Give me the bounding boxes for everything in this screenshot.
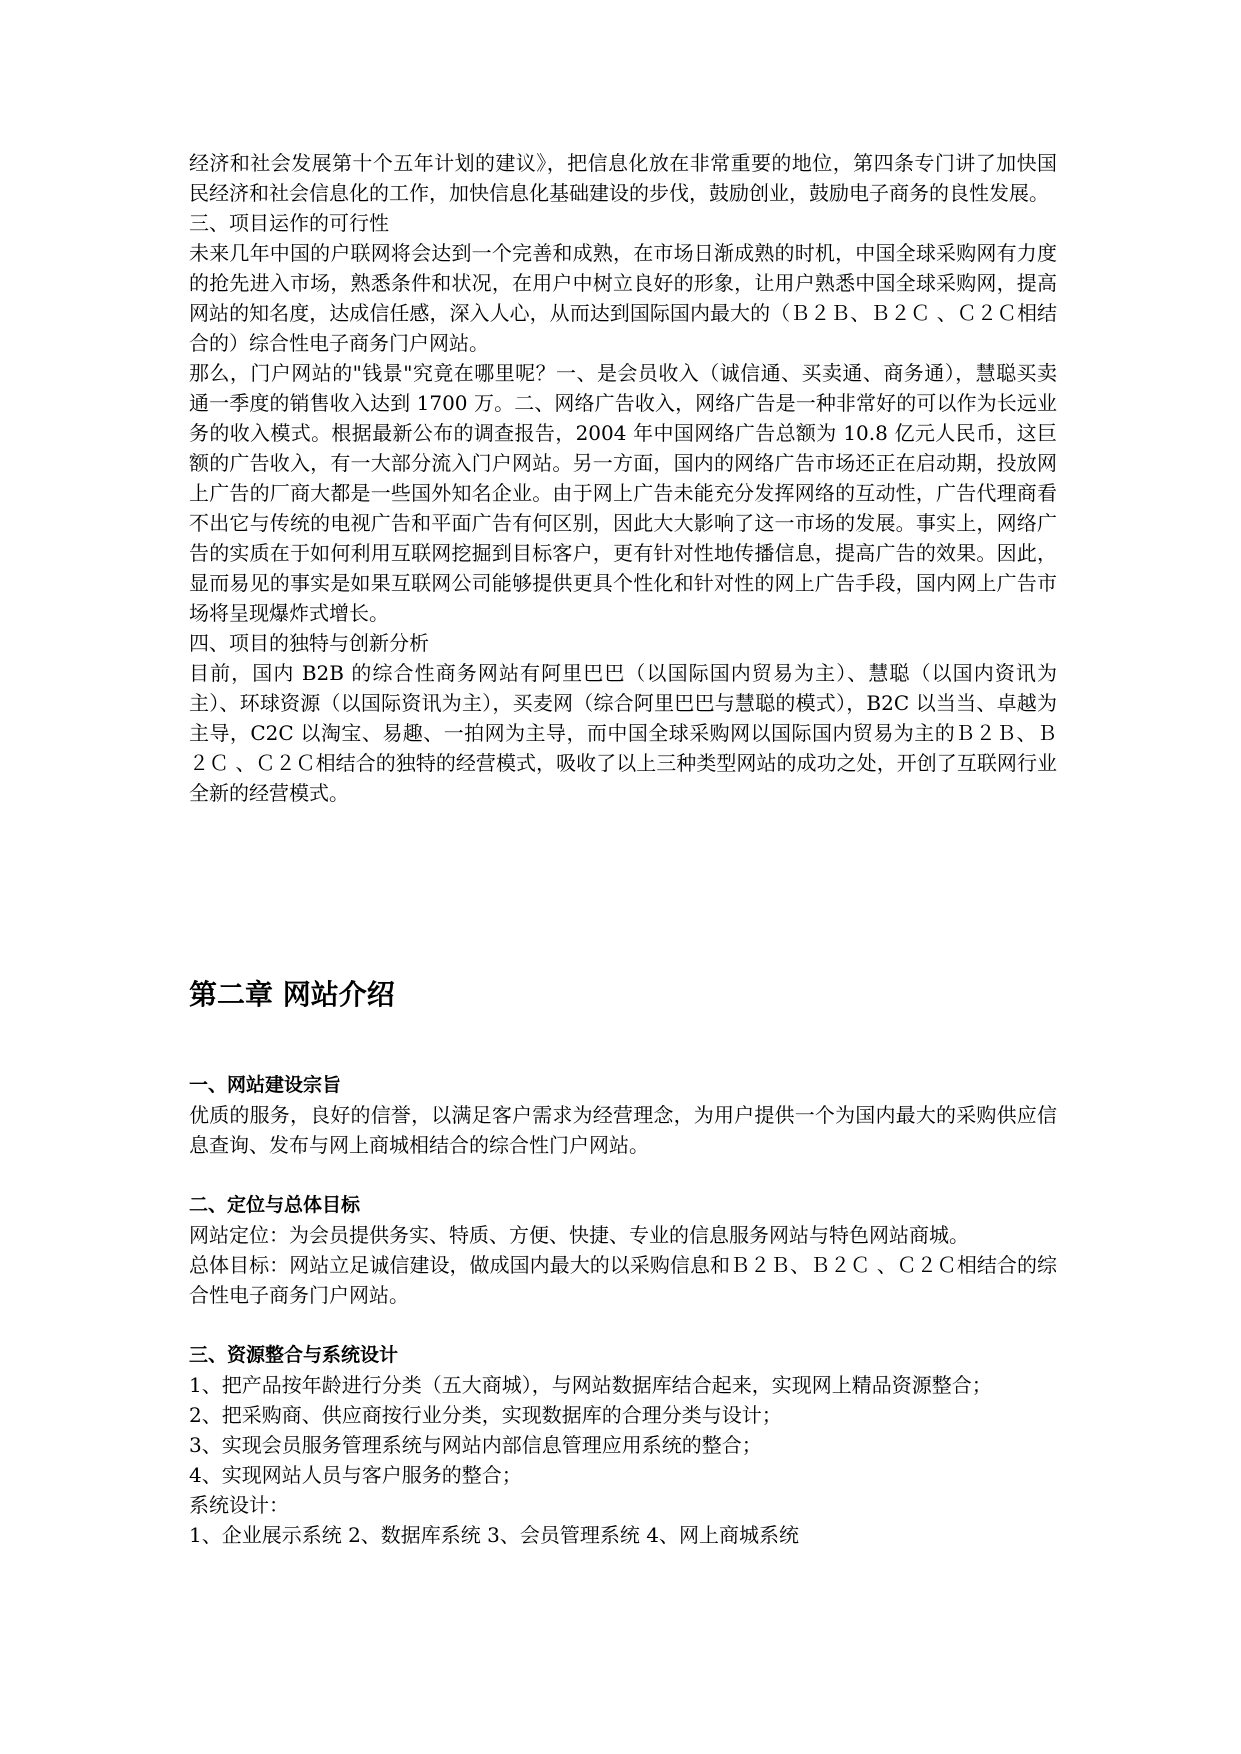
chapter-title: 第二章 网站介绍 bbox=[189, 978, 395, 1011]
list-item: 系统设计： bbox=[189, 1493, 289, 1517]
section-heading: 一、网站建设宗旨 bbox=[189, 1074, 342, 1096]
section-resources bbox=[189, 1340, 1057, 1550]
section-text: 网站定位：为会员提供务实、特质、方便、快捷、专业的信息服务网站与特色网站商城。 bbox=[189, 1223, 969, 1247]
section-heading: 二、定位与总体目标 bbox=[189, 1194, 361, 1216]
intro-paragraph-4: 目前，国内 B2B 的综合性商务网站有阿里巴巴（以国际国内贸易为主）、慧聪（以国内资讯为主）、环球资源（以国际资讯为主），买麦网（综合阿里巴巴与慧聪的模式），B2C 以当当、卓越为主导，C2C 以淘宝、易趣、一拍网为主导，而中国全球采购网以国际国内贸易为主的Ｂ２Ｂ、Ｂ２Ｃ 、Ｃ２Ｃ相结合的独特的经营模式，吸收了以上三种类型网站的成功之处，开创了互联网行业全新的经营模式。 bbox=[189, 661, 1057, 805]
section-heading: 三、资源整合与系统设计 bbox=[189, 1344, 399, 1366]
list-item: 3、实现会员服务管理系统与网站内部信息管理应用系统的整合； bbox=[189, 1433, 762, 1457]
section-purpose bbox=[189, 1070, 1057, 1160]
document-page bbox=[189, 0, 1057, 1754]
intro-paragraph-1: 经济和社会发展第十个五年计划的建议》，把信息化放在非常重要的地位，第四条专门讲了加快国民经济和社会信息化的工作，加快信息化基础建设的步伐，鼓励创业，鼓励电子商务的良性发展。 bbox=[189, 151, 1057, 205]
list-item: 4、实现网站人员与客户服务的整合； bbox=[189, 1463, 522, 1487]
intro-paragraph-3: 那么，门户网站的"钱景"究竟在哪里呢？一、是会员收入（诚信通、买卖通、商务通），慧聪买卖通一季度的销售收入达到 1700 万。二、网络广告收入，网络广告是一种非常好的可以作为长远业务的收入模式。根据最新公布的调查报告，2004 年中国网络广告总额为 10.8 亿元人民币，这巨额的广告收入，有一大部分流入门户网站。另一方面，国内的网络广告市场还正在启动期，投放网上广告的厂商大都是一些国外知名企业。由于网上广告未能充分发挥网络的互动性，广告代理商看不出它与传统的电视广告和平面广告有何区别，因此大大影响了这一市场的发展。事实上，网络广告的实质在于如何利用互联网挖掘到目标客户，更有针对性地传播信息，提高广告的效果。因此，显而易见的事实是如果互联网公司能够提供更具个性化和针对性的网上广告手段，国内网上广告市场将呈现爆炸式增长。 bbox=[189, 361, 1057, 625]
list-item: 1、把产品按年龄进行分类（五大商城），与网站数据库结合起来，实现网上精品资源整合； bbox=[189, 1373, 992, 1397]
intro-block bbox=[189, 148, 1057, 808]
section-heading-feasibility: 三、项目运作的可行性 bbox=[189, 211, 389, 235]
section-text: 总体目标：网站立足诚信建设，做成国内最大的以采购信息和Ｂ２Ｂ、Ｂ２Ｃ 、Ｃ２Ｃ相结合的综合性电子商务门户网站。 bbox=[189, 1253, 1057, 1307]
section-heading-innovation: 四、项目的独特与创新分析 bbox=[189, 631, 429, 655]
intro-paragraph-2: 未来几年中国的户联网将会达到一个完善和成熟，在市场日渐成熟的时机，中国全球采购网有力度的抢先进入市场，熟悉条件和状况，在用户中树立良好的形象，让用户熟悉中国全球采购网，提高网站的知名度，达成信任感，深入人心，从而达到国际国内最大的（Ｂ２Ｂ、Ｂ２Ｃ 、Ｃ２Ｃ相结合的）综合性电子商务门户网站。 bbox=[189, 241, 1057, 355]
section-text: 优质的服务，良好的信誉，以满足客户需求为经营理念，为用户提供一个为国内最大的采购供应信息查询、发布与网上商城相结合的综合性门户网站。 bbox=[189, 1103, 1057, 1157]
list-item: 1、企业展示系统 2、数据库系统 3、会员管理系统 4、网上商城系统 bbox=[189, 1523, 799, 1547]
section-positioning bbox=[189, 1190, 1057, 1310]
list-item: 2、把采购商、供应商按行业分类，实现数据库的合理分类与设计； bbox=[189, 1403, 782, 1427]
